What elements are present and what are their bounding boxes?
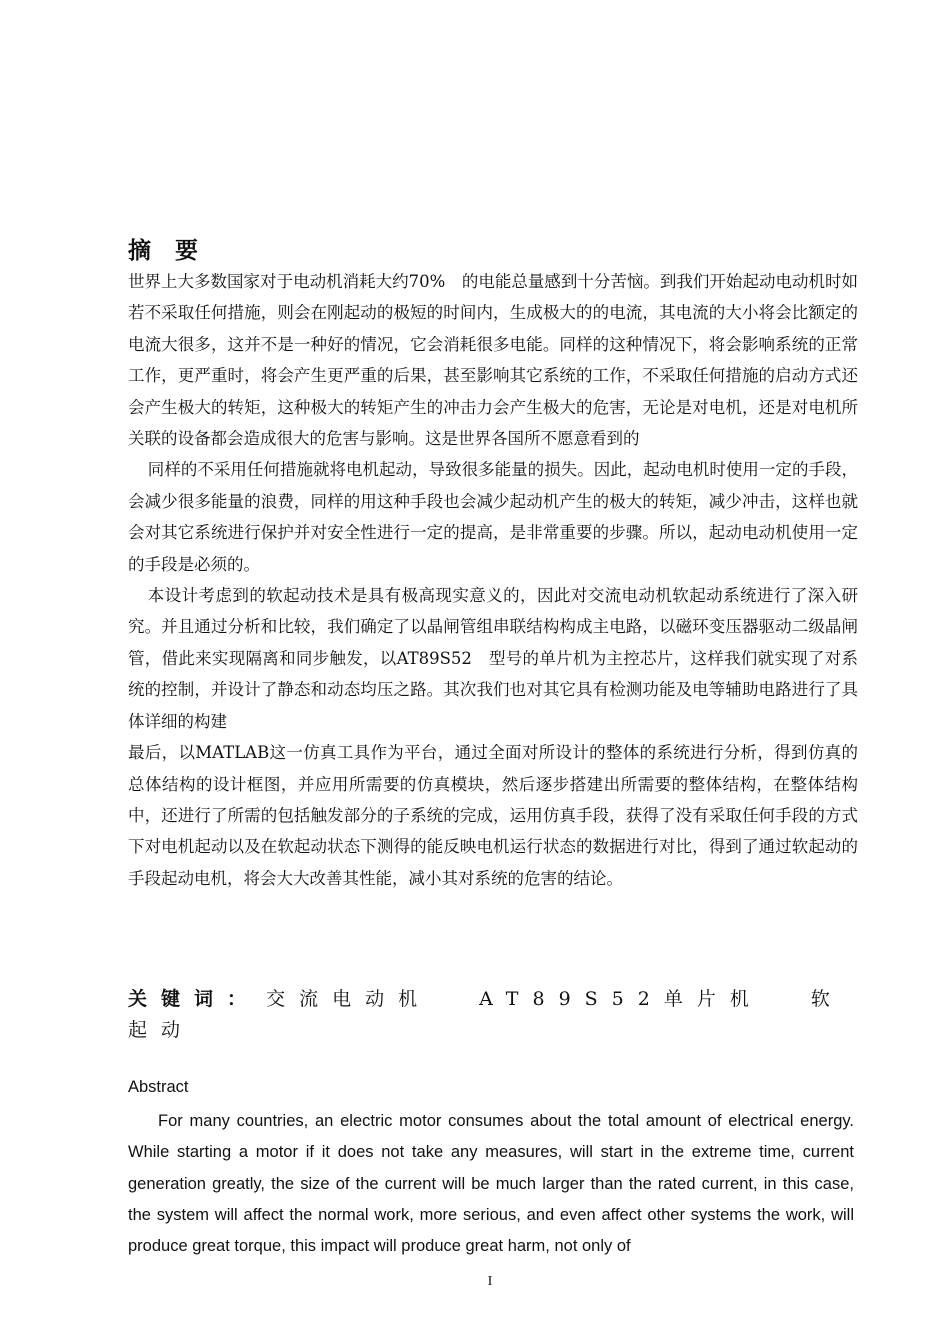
page-number: I (487, 1274, 493, 1289)
keywords-line (128, 984, 858, 1046)
abstract-body-en: For many countries, an electric motor consumes about the total amount of electrical energy. While starting a motor if it does not take any measures, will start in the extreme time, current generation greatly, the size of the current will be much larger than the rated current, in this case, the system will affect the normal work, more serious, and even affect other systems the work, will produce great torque, this impact will produce great harm, not only of (128, 1112, 854, 1256)
abstract-heading-cn: 摘要 (128, 237, 222, 264)
keyword-item: AT89S52单片机 (479, 988, 763, 1010)
keywords-label: 关键词： (128, 988, 261, 1010)
keyword-item: 软起动 (128, 988, 844, 1041)
abstract-title-en: Abstract (128, 1078, 189, 1096)
keyword-item: 交流电动机 (266, 988, 432, 1010)
abstract-paragraph-2: 同样的不采用任何措施就将电机起动，导致很多能量的损失。因此，起动电机时使用一定的手段，会减少很多能量的浪费，同样的用这种手段也会减少起动机产生的极大的转矩，减少冲击，这样也就会对其它系统进行保护并对安全性进行一定的提高，是非常重要的步骤。所以，起动电动机使用一定的手段是必须的。 (128, 460, 858, 574)
abstract-paragraph-4: 最后，以MATLAB这一仿真工具作为平台，通过全面对所设计的整体的系统进行分析，得到仿真的总体结构的设计框图，并应用所需要的仿真模块，然后逐步搭建出所需要的整体结构，在整体结构中，还进行了所需的包括触发部分的子系统的完成，运用仿真手段，获得了没有采取任何手段的方式下对电机起动以及在软起动状态下测得的能反映电机运行状态的数据进行对比，得到了通过软起动的手段起动电机，将会大大改善其性能，减小其对系统的危害的结论。 (128, 743, 858, 888)
abstract-body-cn (128, 266, 858, 894)
abstract-paragraph-1: 世界上大多数国家对于电动机消耗大约70% 的电能总量感到十分苦恼。到我们开始起动电动机时如若不采取任何措施，则会在刚起动的极短的时间内，生成极大的的电流，其电流的大小将会比额定的电流大很多，这并不是一种好的情况，它会消耗很多电能。同样的这种情况下，将会影响系统的正常工作，更严重时，将会产生更严重的后果，甚至影响其它系统的工作，不采取任何措施的启动方式还会产生极大的转矩，这种极大的转矩产生的冲击力会产生极大的危害，无论是对电机，还是对电机所关联的设备都会造成很大的危害与影响。这是世界各国所不愿意看到的 (128, 272, 858, 449)
abstract-paragraph-3: 本设计考虑到的软起动技术是具有极高现实意义的，因此对交流电动机软起动系统进行了深入研究。并且通过分析和比较，我们确定了以晶闸管组串联结构构成主电路，以磁环变压器驱动二级晶闸管，借此来实现隔离和同步触发，以AT89S52 型号的单片机为主控芯片，这样我们就实现了对系统的控制，并设计了静态和动态均压之路。其次我们也对其它具有检测功能及电等辅助电路进行了具体详细的构建 (128, 586, 858, 731)
